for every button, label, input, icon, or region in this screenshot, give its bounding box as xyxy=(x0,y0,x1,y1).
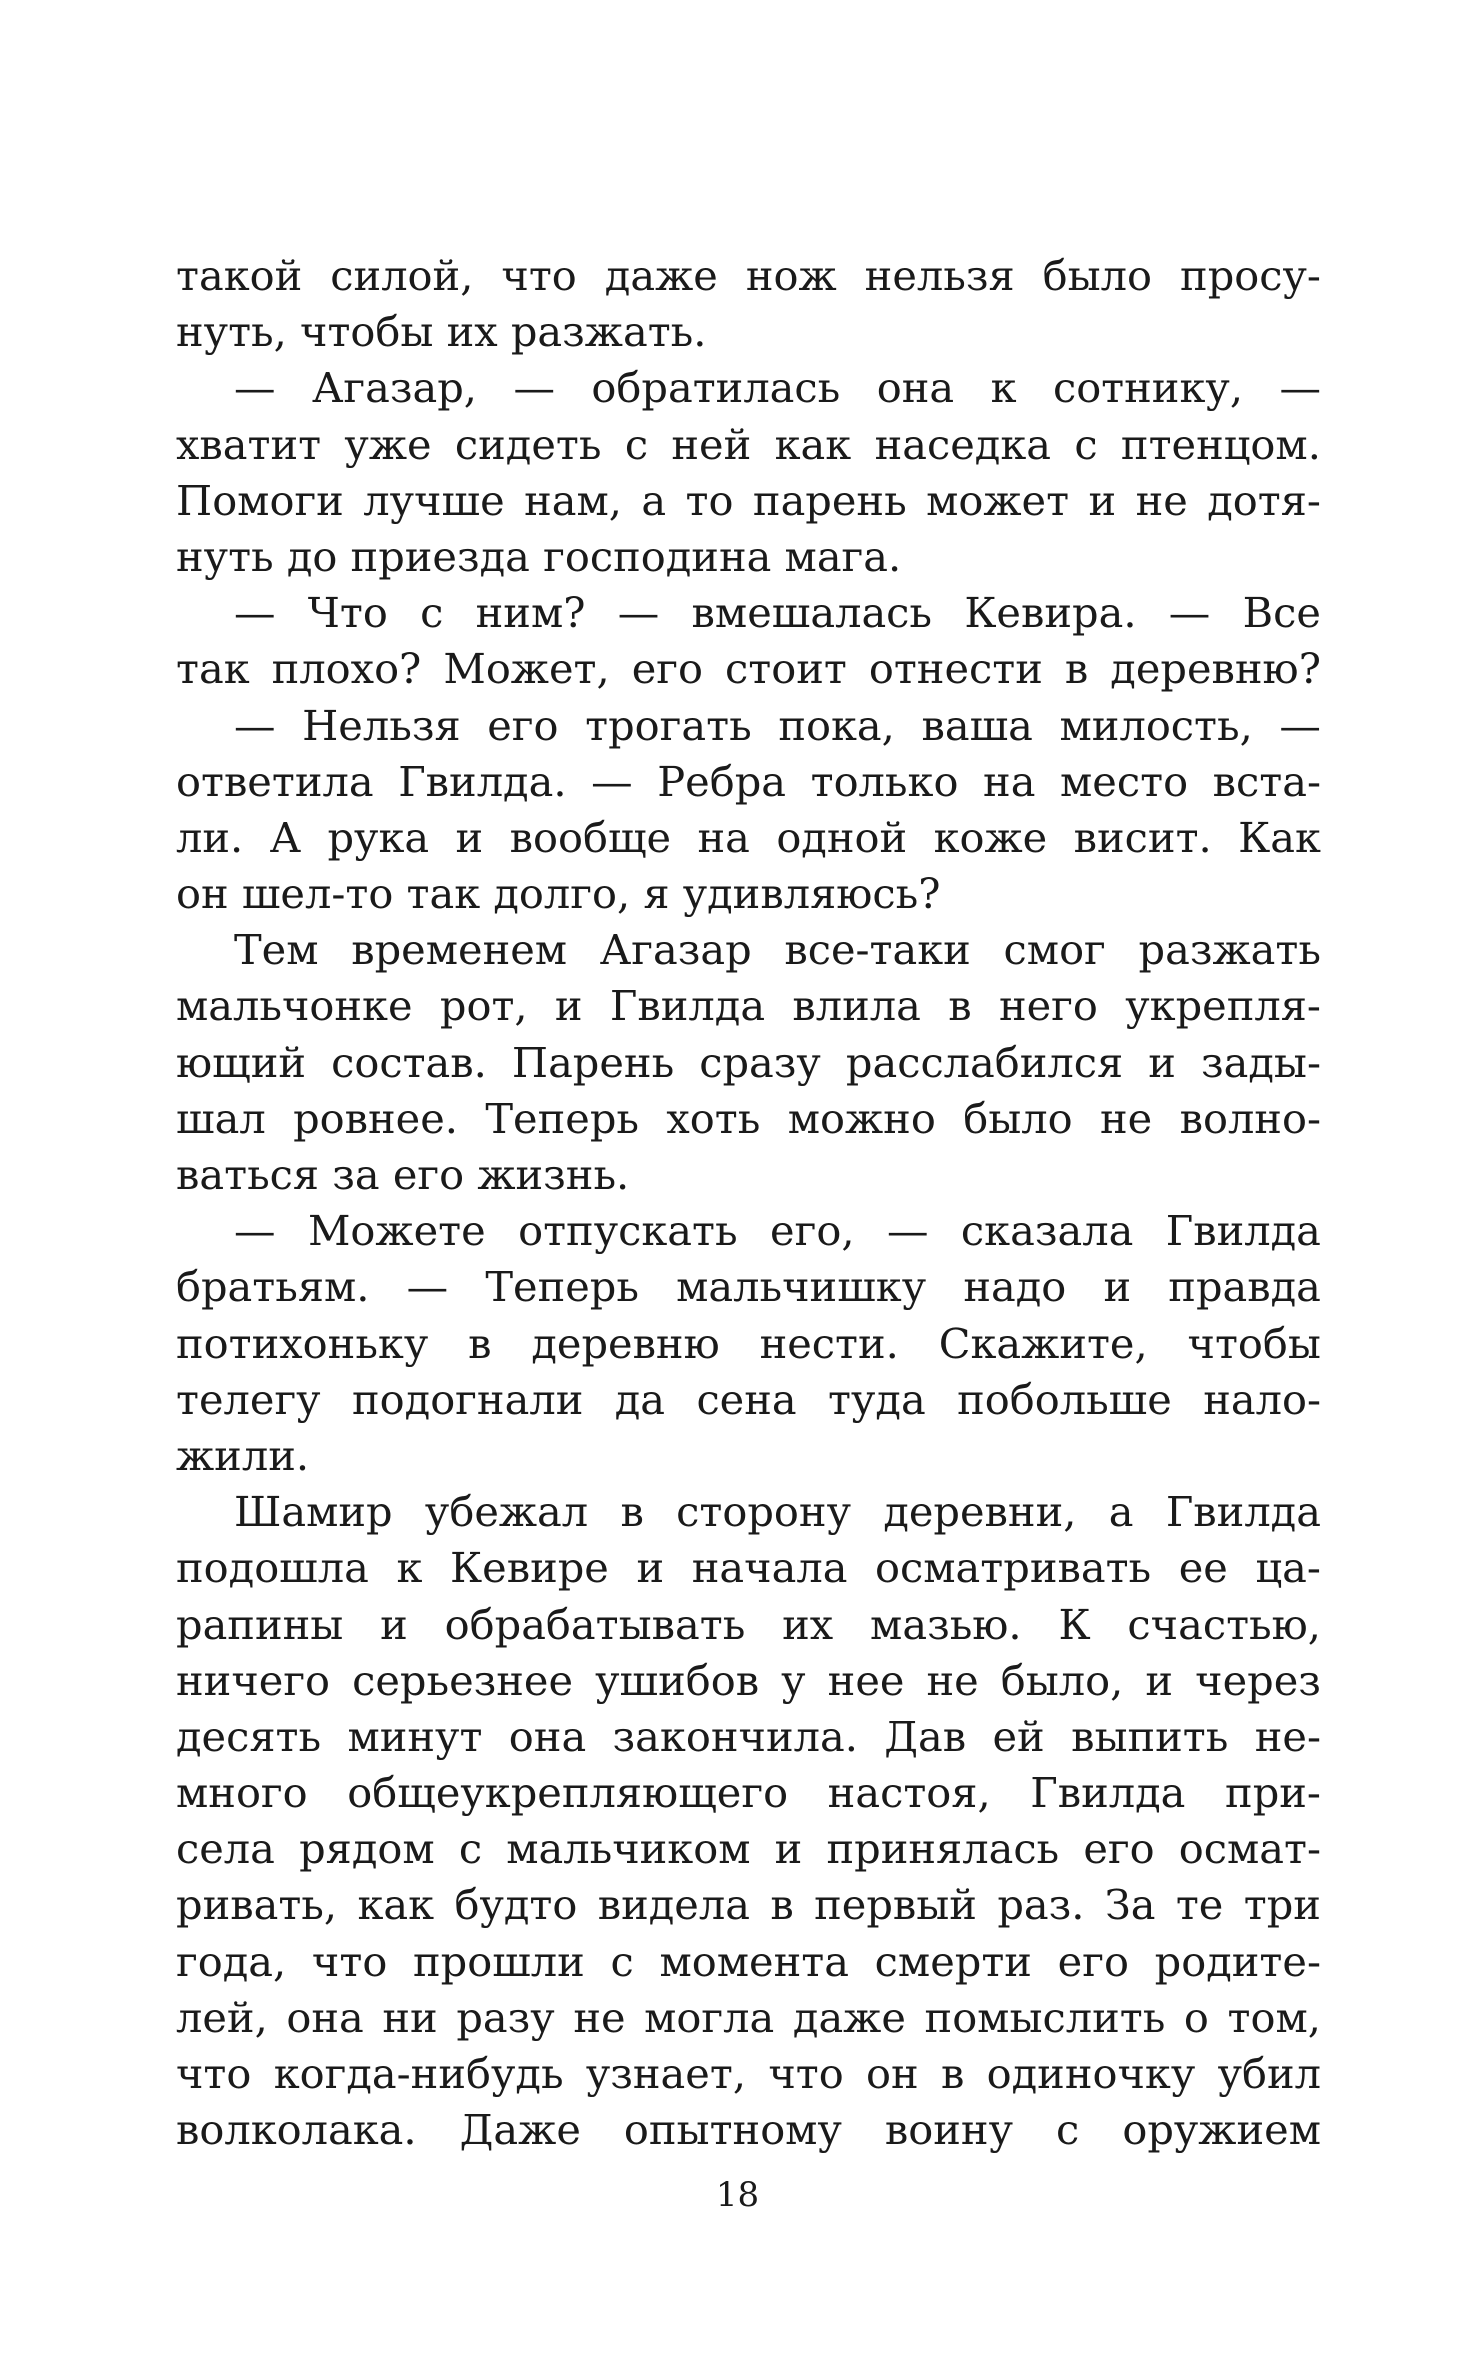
word: туда xyxy=(828,1374,926,1424)
word: в xyxy=(770,1880,794,1930)
text-line xyxy=(176,1597,1321,1653)
word: общеукрепляющего xyxy=(347,1768,789,1818)
word: влила xyxy=(792,981,921,1031)
word: как xyxy=(357,1880,435,1930)
word: него xyxy=(998,981,1098,1031)
word: потихоньку xyxy=(176,1318,429,1368)
word: — xyxy=(234,588,276,638)
word: Можете xyxy=(307,1206,486,1256)
word: Гвилда xyxy=(1165,1206,1321,1256)
word: как xyxy=(774,419,852,469)
word: то xyxy=(685,475,734,525)
word: — xyxy=(234,1206,276,1256)
text-line xyxy=(176,473,1321,529)
word: состав. xyxy=(331,1037,487,1087)
word: рука xyxy=(327,812,430,862)
text-line xyxy=(176,1259,1321,1315)
word: Как xyxy=(1238,812,1321,862)
word: узнает, xyxy=(585,2049,747,2098)
word: висит. xyxy=(1073,812,1212,862)
word: осматривать xyxy=(875,1543,1152,1593)
word: рядом xyxy=(299,1824,435,1874)
word: в xyxy=(468,1318,492,1368)
word: — xyxy=(513,363,555,413)
word: так xyxy=(176,644,250,694)
text-line xyxy=(176,1316,1321,1372)
word: лей, xyxy=(176,1992,268,2042)
word: не xyxy=(1099,1093,1153,1143)
text-line xyxy=(176,1990,1321,2046)
text-line xyxy=(176,1540,1321,1596)
word: даже xyxy=(792,1992,906,2042)
text-line xyxy=(176,978,1321,1034)
word: что xyxy=(311,1936,388,1986)
word: ривать, xyxy=(176,1880,338,1930)
word: не xyxy=(573,1992,626,2042)
word: нельзя xyxy=(864,251,1015,300)
word: на xyxy=(697,812,750,862)
word: что xyxy=(176,2049,252,2098)
word: его xyxy=(631,644,704,694)
text-line xyxy=(176,810,1321,866)
word: счастью, xyxy=(1127,1599,1321,1649)
word: рапины xyxy=(176,1599,344,1649)
word: укрепля- xyxy=(1125,981,1321,1031)
word: ющий xyxy=(176,1037,307,1087)
word: Помоги xyxy=(176,475,344,525)
word: помыслить xyxy=(924,1992,1166,2042)
text-line xyxy=(176,1934,1321,1990)
word: она xyxy=(508,1711,587,1761)
word: минут xyxy=(347,1711,483,1761)
word: и xyxy=(554,981,583,1031)
text-line xyxy=(176,1091,1321,1147)
word: стоит xyxy=(725,644,847,694)
word: деревню xyxy=(531,1318,720,1368)
word: том, xyxy=(1227,1992,1321,2042)
word: Агазар, xyxy=(311,363,478,413)
word: Гвилда xyxy=(1030,1768,1186,1818)
word: мальчонке xyxy=(176,981,413,1031)
text-line xyxy=(176,1484,1321,1540)
word: парень xyxy=(752,475,907,525)
word: чтобы xyxy=(1187,1318,1321,1368)
word: ей xyxy=(992,1711,1045,1761)
text-line xyxy=(176,1372,1321,1428)
word: с xyxy=(610,1936,634,1986)
word: Даже xyxy=(459,2105,581,2155)
word: рот, xyxy=(439,981,528,1031)
word: года, xyxy=(176,1936,287,1986)
word: его xyxy=(1057,1936,1129,1986)
word: села xyxy=(176,1824,275,1874)
word: момента xyxy=(659,1936,849,1986)
word: убежал xyxy=(424,1487,589,1537)
word: место xyxy=(1060,756,1189,806)
word: Дав xyxy=(884,1711,967,1761)
word: разжать xyxy=(1138,925,1321,975)
word: можно xyxy=(787,1093,936,1143)
word: с xyxy=(1056,2105,1080,2155)
word: только xyxy=(810,756,959,806)
word: Кевире xyxy=(450,1543,609,1593)
word: и xyxy=(455,812,484,862)
word: он xyxy=(866,2049,919,2098)
word: братьям. xyxy=(176,1262,370,1312)
text-line xyxy=(176,698,1321,754)
word: вообще xyxy=(509,812,672,862)
word: начала xyxy=(691,1543,848,1593)
word: такой xyxy=(176,251,303,300)
word: что xyxy=(768,2049,844,2098)
word: осмат- xyxy=(1178,1824,1321,1874)
word: нож xyxy=(745,251,837,300)
word: ушибов xyxy=(595,1655,760,1705)
word: — xyxy=(406,1262,449,1312)
word: хоть xyxy=(666,1093,761,1143)
word: может xyxy=(926,475,1070,525)
word: нало- xyxy=(1203,1374,1321,1424)
word: настоя, xyxy=(827,1768,991,1818)
word: нам, xyxy=(524,475,622,525)
word: ни xyxy=(382,1992,438,2042)
word: нести. xyxy=(759,1318,899,1368)
word: сразу xyxy=(699,1037,821,1087)
word: Парень xyxy=(511,1037,675,1087)
word: сказала xyxy=(960,1206,1134,1256)
text-line xyxy=(176,1877,1321,1933)
word: надо xyxy=(963,1262,1067,1312)
word: не xyxy=(1135,475,1188,525)
word: могла xyxy=(644,1992,775,2042)
word: будто xyxy=(454,1880,578,1930)
word: ничего xyxy=(176,1655,331,1705)
word: и xyxy=(1148,1037,1176,1087)
word: Ребра xyxy=(657,756,787,806)
word: что xyxy=(501,251,577,300)
word: с xyxy=(420,588,444,638)
word: в xyxy=(1064,644,1089,694)
word: было xyxy=(1042,251,1153,300)
text-line: он шел-то так долго, я удивляюсь? xyxy=(176,869,941,919)
word: Гвилда xyxy=(609,981,766,1031)
word: обратилась xyxy=(591,363,841,413)
word: ней xyxy=(671,419,752,469)
word: — xyxy=(1279,700,1321,750)
text-line xyxy=(176,248,1321,304)
word: вмешалась xyxy=(691,588,933,638)
word: сена xyxy=(696,1374,797,1424)
text-line xyxy=(176,1765,1321,1821)
word: Скажите, xyxy=(938,1318,1148,1368)
word: уже xyxy=(344,419,432,469)
word: а xyxy=(641,475,667,525)
word: смерти xyxy=(874,1936,1032,1986)
word: мальчишку xyxy=(676,1262,927,1312)
word: десять xyxy=(176,1711,322,1761)
text-line xyxy=(176,922,1321,978)
word: смог xyxy=(1003,925,1106,975)
word: подошла xyxy=(176,1543,369,1593)
word: побольше xyxy=(957,1374,1172,1424)
text-line xyxy=(176,1821,1321,1877)
word: трогать xyxy=(585,700,752,750)
word: ваша xyxy=(921,700,1033,750)
word: его xyxy=(1083,1824,1155,1874)
word: к xyxy=(990,363,1017,413)
word: родите- xyxy=(1154,1936,1321,1986)
word: видела xyxy=(597,1880,750,1930)
word: с xyxy=(1074,419,1098,469)
word: — xyxy=(234,363,276,413)
word: раз. xyxy=(997,1880,1085,1930)
word: мазью. xyxy=(870,1599,1022,1649)
word: и xyxy=(1145,1655,1174,1705)
word: она xyxy=(876,363,955,413)
word: лучше xyxy=(363,475,505,525)
text-line xyxy=(176,417,1321,473)
word: вста- xyxy=(1212,756,1321,806)
text-line: нуть, чтобы их разжать. xyxy=(176,307,707,357)
word: в xyxy=(620,1487,644,1537)
text-line: нуть до приезда господина мага. xyxy=(176,531,902,581)
word: хватит xyxy=(176,419,322,469)
word: — xyxy=(234,700,276,750)
text-line xyxy=(176,1035,1321,1091)
word: — xyxy=(886,1206,929,1256)
word: наседка xyxy=(874,419,1051,469)
word: отнести xyxy=(868,644,1043,694)
word: да xyxy=(614,1374,666,1424)
word: Нельзя xyxy=(302,700,461,750)
word: три xyxy=(1243,1880,1321,1930)
text-line xyxy=(176,754,1321,810)
text-line: ваться за его жизнь. xyxy=(176,1150,630,1199)
word: — xyxy=(1279,363,1321,413)
word: подогнали xyxy=(352,1374,584,1424)
text-line xyxy=(176,585,1321,641)
word: разу xyxy=(456,1992,555,2042)
word: зады- xyxy=(1201,1037,1321,1087)
word: Кевира. xyxy=(964,588,1137,638)
word: ним? xyxy=(475,588,586,638)
word: Шамир xyxy=(234,1487,393,1537)
word: Агазар xyxy=(599,925,752,975)
word: когда-нибудь xyxy=(273,2049,564,2098)
word: нее xyxy=(827,1655,905,1705)
word: Что xyxy=(307,588,388,638)
word: Гвилда. xyxy=(398,756,567,806)
word: деревню? xyxy=(1110,644,1321,694)
word: и xyxy=(1088,475,1117,525)
word: ли. xyxy=(176,812,244,862)
word: Теперь xyxy=(485,1093,639,1143)
word: — xyxy=(591,756,633,806)
text-line: жили. xyxy=(176,1430,310,1480)
page-number: 18 xyxy=(715,2175,760,2215)
word: плохо? xyxy=(271,644,422,694)
word: и xyxy=(636,1543,665,1593)
word: Теперь xyxy=(485,1262,639,1312)
word: закончила. xyxy=(612,1711,858,1761)
word: было, xyxy=(1000,1655,1124,1705)
word: прошли xyxy=(413,1936,585,1986)
word: те xyxy=(1175,1880,1224,1930)
word: все-таки xyxy=(784,925,971,975)
word: было xyxy=(963,1093,1073,1143)
text-line xyxy=(176,1203,1321,1259)
word: — xyxy=(617,588,660,638)
word: А xyxy=(269,812,302,862)
word: в xyxy=(948,981,972,1031)
word: К xyxy=(1058,1599,1091,1649)
word: к xyxy=(396,1543,423,1593)
word: телегу xyxy=(176,1374,321,1424)
word: мальчиком xyxy=(506,1824,751,1874)
word: волколака. xyxy=(176,2105,417,2155)
word: первый xyxy=(814,1880,977,1930)
word: пока, xyxy=(778,700,895,750)
word: с xyxy=(624,419,649,469)
word: сторону xyxy=(676,1487,851,1537)
word: птенцом. xyxy=(1120,419,1321,469)
word: ее xyxy=(1178,1543,1228,1593)
word: просу- xyxy=(1180,251,1321,300)
word: волно- xyxy=(1179,1093,1321,1143)
word: правда xyxy=(1168,1262,1321,1312)
word: временем xyxy=(351,925,568,975)
text-line xyxy=(176,2102,1321,2158)
word: милость, xyxy=(1059,700,1253,750)
word: на xyxy=(983,756,1036,806)
text-line xyxy=(176,641,1321,697)
word: Гвилда xyxy=(1165,1487,1321,1537)
word: сотнику, xyxy=(1052,363,1244,413)
word: одиночку xyxy=(986,2049,1196,2098)
word: обрабатывать xyxy=(444,1599,746,1649)
word: коже xyxy=(933,812,1048,862)
word: ровнее. xyxy=(293,1093,458,1143)
word: не xyxy=(926,1655,979,1705)
word: дотя- xyxy=(1207,475,1321,525)
text-line xyxy=(176,1709,1321,1765)
word: в xyxy=(940,2049,965,2098)
text-line xyxy=(176,2046,1321,2102)
word: воину xyxy=(884,2105,1014,2155)
word: не- xyxy=(1254,1711,1321,1761)
word: Тем xyxy=(234,925,319,975)
word: убил xyxy=(1217,2049,1321,2098)
body-text xyxy=(176,248,1321,2158)
word: сидеть xyxy=(454,419,602,469)
word: она xyxy=(286,1992,364,2042)
word: даже xyxy=(604,251,718,300)
text-line xyxy=(176,360,1321,416)
word: опытному xyxy=(623,2105,842,2155)
word: у xyxy=(781,1655,806,1705)
word: и xyxy=(774,1824,803,1874)
word: с xyxy=(458,1824,483,1874)
word: а xyxy=(1108,1487,1134,1537)
word: серьезнее xyxy=(352,1655,574,1705)
word: о xyxy=(1183,1992,1209,2042)
word: отпускать xyxy=(518,1206,738,1256)
word: его xyxy=(487,700,559,750)
word: Может, xyxy=(443,644,610,694)
word: Все xyxy=(1242,588,1321,638)
word: при- xyxy=(1225,1768,1321,1818)
word: и xyxy=(1103,1262,1132,1312)
word: За xyxy=(1104,1880,1156,1930)
word: — xyxy=(1168,588,1211,638)
word: много xyxy=(176,1768,308,1818)
word: и xyxy=(380,1599,408,1649)
word: шал xyxy=(176,1093,266,1143)
word: через xyxy=(1195,1655,1321,1705)
word: одной xyxy=(776,812,908,862)
word: расслабился xyxy=(845,1037,1124,1087)
word: ответила xyxy=(176,756,374,806)
word: выпить xyxy=(1071,1711,1229,1761)
word: силой, xyxy=(330,251,474,300)
word: принялась xyxy=(826,1824,1060,1874)
word: оружием xyxy=(1122,2105,1321,2155)
text-line xyxy=(176,1653,1321,1709)
word: деревни, xyxy=(883,1487,1077,1537)
word: их xyxy=(782,1599,834,1649)
word: ца- xyxy=(1255,1543,1321,1593)
word: его, xyxy=(770,1206,855,1256)
